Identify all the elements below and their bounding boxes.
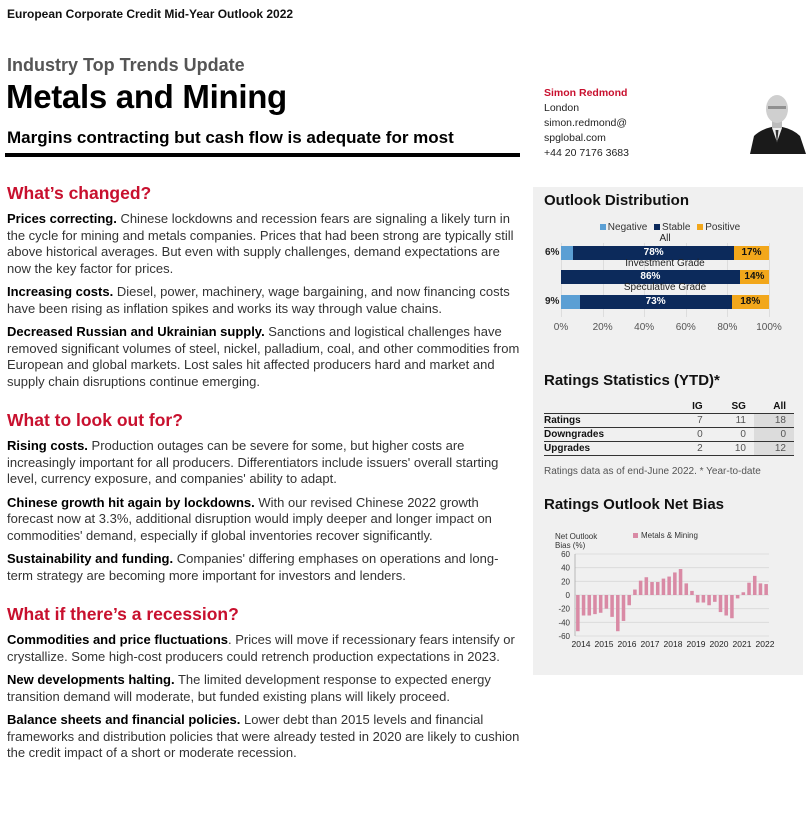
net-bias-bar bbox=[627, 595, 631, 605]
outlook-bar-segment-positive: 17% bbox=[734, 246, 769, 260]
column-header bbox=[544, 401, 675, 414]
net-bias-bar bbox=[650, 582, 654, 595]
net-bias-legend-label: Metals & Mining bbox=[641, 531, 698, 540]
net-bias-bar bbox=[610, 595, 614, 617]
author-name: Simon Redmond bbox=[544, 87, 628, 99]
section-heading: What to look out for? bbox=[7, 410, 183, 430]
legend-label-stable: Stable bbox=[662, 222, 691, 233]
net-bias-x-tick: 2019 bbox=[686, 639, 706, 649]
outlook-x-tick: 60% bbox=[675, 322, 696, 333]
net-bias-x-tick: 2016 bbox=[617, 639, 637, 649]
ratings-note: Ratings data as of end-June 2022. * Year-to-date bbox=[544, 466, 761, 477]
outlook-bar-label-negative: 6% bbox=[545, 247, 560, 258]
author-photo-icon bbox=[748, 92, 806, 154]
section-heading: What if there’s a recession? bbox=[7, 604, 239, 624]
net-bias-bar bbox=[707, 595, 711, 605]
paragraph bbox=[7, 495, 522, 545]
paragraph-text: Sanctions and logistical challenges have removed significant volumes of steel, nickel, palladium, coal, and other commodities from European and global markets. Lost sales hit affected producers hard and market and supply chain disruptions continue emerging. bbox=[7, 324, 520, 389]
legend-label-positive: Positive bbox=[705, 222, 741, 233]
outlook-bar-segment-stable: 73% bbox=[580, 295, 732, 309]
net-bias-legend-swatch bbox=[633, 533, 638, 538]
row-label: Downgrades bbox=[544, 428, 675, 442]
net-bias-bar bbox=[759, 583, 763, 595]
title-divider bbox=[5, 153, 520, 157]
page-subtitle: Margins contracting but cash flow is adequate for most bbox=[7, 128, 454, 147]
row-label: Upgrades bbox=[544, 442, 675, 456]
outlook-x-tick: 100% bbox=[756, 322, 782, 333]
paragraph-lead: Balance sheets and financial policies. bbox=[7, 712, 241, 727]
net-bias-x-tick: 2014 bbox=[571, 639, 591, 649]
cell: 7 bbox=[675, 414, 711, 428]
paragraph-lead: Prices correcting. bbox=[7, 211, 117, 226]
cell: 0 bbox=[754, 428, 794, 442]
net-bias-bar bbox=[645, 577, 649, 595]
net-bias-y-tick: -60 bbox=[558, 632, 570, 641]
outlook-x-tick: 20% bbox=[592, 322, 613, 333]
net-bias-bar bbox=[685, 583, 689, 595]
net-bias-bar bbox=[742, 592, 746, 595]
section-heading: What’s changed? bbox=[7, 183, 152, 203]
net-bias-x-tick: 2017 bbox=[640, 639, 660, 649]
net-bias-bar bbox=[736, 595, 740, 598]
net-bias-bar bbox=[730, 595, 734, 618]
author-photo bbox=[748, 92, 806, 154]
net-bias-bar bbox=[599, 595, 603, 613]
outlook-distribution-title: Outlook Distribution bbox=[544, 192, 689, 209]
cell: 0 bbox=[675, 428, 711, 442]
main-column bbox=[7, 183, 522, 782]
net-bias-bar bbox=[696, 595, 700, 603]
net-bias-bar bbox=[622, 595, 626, 621]
net-bias-bar bbox=[662, 579, 666, 595]
net-bias-bar bbox=[605, 595, 609, 609]
net-bias-bar bbox=[719, 595, 723, 612]
paragraph-text: . Prices will move if recessionary fears intensify or crystallize. Some high-cost producers could retrench production expectations in 2023. bbox=[7, 632, 515, 664]
net-bias-bar bbox=[588, 595, 592, 616]
outlook-category-label: Speculative Grade bbox=[623, 282, 707, 293]
net-bias-bar bbox=[582, 595, 586, 616]
paragraph bbox=[7, 324, 522, 390]
cell: 12 bbox=[754, 442, 794, 456]
outlook-stacked-bar bbox=[561, 295, 769, 309]
paragraph-lead: Sustainability and funding. bbox=[7, 551, 174, 566]
outlook-category-label: Investment Grade bbox=[625, 258, 705, 269]
net-bias-y-tick: 60 bbox=[561, 550, 570, 559]
section-whats-changed bbox=[7, 183, 522, 390]
paragraph-lead: Commodities and price fluctuations bbox=[7, 632, 229, 647]
column-header: IG bbox=[675, 401, 711, 414]
outlook-bar-segment-negative bbox=[561, 295, 580, 309]
section-look-out-for bbox=[7, 410, 522, 584]
net-bias-bar bbox=[713, 595, 717, 602]
net-bias-y-tick: 20 bbox=[561, 577, 570, 587]
author-city: London bbox=[544, 102, 580, 114]
net-bias-x-tick: 2020 bbox=[709, 639, 729, 649]
outlook-x-tick: 80% bbox=[717, 322, 738, 333]
net-bias-y-tick: 40 bbox=[561, 563, 570, 573]
net-bias-y-tick: -20 bbox=[558, 604, 570, 614]
net-bias-bar bbox=[639, 581, 643, 595]
paragraph-text: Lower debt than 2015 levels and financial frameworks and distribution policies that were already tested in 2020 are likely to cushion the credit impact of a short or moderate recession. bbox=[7, 712, 520, 760]
outlook-gridline bbox=[769, 243, 770, 317]
paragraph-text: Chinese lockdowns and recession fears are signaling a likely turn in the cycle for mining and metals companies. Prices that had been strong are typically still above historical averages. But even with supply challenges, demand expectations are now the key factor for prices. bbox=[7, 211, 514, 276]
net-bias-bar bbox=[753, 576, 757, 595]
cell: 10 bbox=[711, 442, 754, 456]
net-bias-x-tick: 2015 bbox=[594, 639, 614, 649]
net-bias-bar bbox=[616, 595, 620, 631]
net-bias-x-tick: 2018 bbox=[663, 639, 683, 649]
paragraph-lead: Chinese growth hit again by lockdowns. bbox=[7, 494, 255, 510]
table-row bbox=[544, 428, 794, 442]
legend-swatch-negative bbox=[600, 224, 606, 230]
ratings-statistics-title: Ratings Statistics (YTD)* bbox=[544, 372, 720, 389]
net-bias-title: Ratings Outlook Net Bias bbox=[544, 496, 725, 513]
net-bias-y-tick: 0 bbox=[565, 591, 570, 600]
net-bias-bar bbox=[690, 591, 694, 595]
author-email[interactable] bbox=[544, 116, 629, 146]
net-bias-bar bbox=[593, 595, 597, 614]
paragraph-text: Diesel, power, machinery, wage bargaining, and now financing costs have been rising as inflation spikes and works its way through value chains. bbox=[7, 284, 510, 316]
outlook-bar-segment-positive: 18% bbox=[732, 295, 769, 309]
paragraph-text: Production outages can be severe for some, but higher costs are increasingly important for all producers. Differentiators include issuers' overall starting level, currency exposure, and companies' ability to adapt. bbox=[7, 438, 499, 486]
legend-label-negative: Negative bbox=[607, 222, 648, 233]
net-bias-bar bbox=[576, 595, 580, 631]
author-phone: +44 20 7176 3683 bbox=[544, 147, 629, 159]
ratings-statistics-table bbox=[544, 401, 794, 456]
author-contact bbox=[544, 86, 629, 161]
outlook-bar-segment-stable: 86% bbox=[561, 270, 740, 284]
publication-title: European Corporate Credit Mid-Year Outlook 2022 bbox=[7, 7, 294, 21]
cell: 0 bbox=[711, 428, 754, 442]
net-bias-bar bbox=[656, 582, 660, 595]
paragraph bbox=[7, 712, 522, 762]
table-header-row bbox=[544, 401, 794, 414]
legend-swatch-stable bbox=[654, 224, 660, 230]
author-email-line2[interactable]: spglobal.com bbox=[544, 132, 606, 144]
author-email-line1[interactable]: simon.redmond@ bbox=[544, 117, 628, 129]
section-recession bbox=[7, 604, 522, 762]
paragraph bbox=[7, 211, 522, 277]
cell: 2 bbox=[675, 442, 711, 456]
report-kicker: Industry Top Trends Update bbox=[7, 55, 245, 75]
outlook-x-tick: 0% bbox=[553, 322, 569, 333]
outlook-legend bbox=[533, 222, 803, 233]
paragraph-text: The limited development response to expected energy transition demand will moderate, but funded existing plans will likely proceed. bbox=[7, 672, 491, 704]
net-bias-x-tick: 2022 bbox=[755, 639, 775, 649]
net-bias-ylabel-line1: Net Outlook bbox=[555, 532, 598, 541]
net-bias-bar bbox=[747, 583, 751, 595]
table-row bbox=[544, 442, 794, 456]
net-bias-bar bbox=[679, 569, 683, 595]
column-header: SG bbox=[711, 401, 754, 414]
net-bias-bar bbox=[633, 590, 637, 595]
net-bias-x-tick: 2021 bbox=[732, 639, 752, 649]
paragraph-text: With our revised Chinese 2022 growth forecast now at 3.3%, additional disruption would imply deeper and longer impact on commodities' demand, especially if global inventories recover significantly. bbox=[7, 494, 492, 543]
net-bias-chart bbox=[533, 522, 803, 652]
outlook-bar-segment-positive: 14% bbox=[740, 270, 769, 284]
net-bias-bar bbox=[764, 584, 768, 595]
paragraph bbox=[7, 632, 522, 665]
net-bias-bar bbox=[673, 572, 677, 595]
paragraph-lead: Rising costs. bbox=[7, 438, 88, 453]
net-bias-bar bbox=[667, 577, 671, 595]
outlook-bar-segment-stable: 78% bbox=[573, 246, 734, 260]
paragraph bbox=[7, 438, 522, 488]
column-header: All bbox=[754, 401, 794, 414]
legend-swatch-positive bbox=[697, 224, 703, 230]
cell: 11 bbox=[711, 414, 754, 428]
paragraph-lead: Decreased Russian and Ukrainian supply. bbox=[7, 324, 265, 339]
paragraph bbox=[7, 284, 522, 317]
paragraph-lead: New developments halting. bbox=[7, 672, 175, 687]
sidebar-panel bbox=[533, 187, 803, 675]
net-bias-y-tick: -40 bbox=[558, 618, 570, 628]
outlook-category-label: All bbox=[659, 233, 671, 244]
page-title: Metals and Mining bbox=[6, 78, 287, 115]
paragraph bbox=[7, 672, 522, 705]
cell: 18 bbox=[754, 414, 794, 428]
paragraph-text: Companies' differing emphases on operations and long-term strategy are becoming more important for investors and lenders. bbox=[7, 551, 499, 583]
net-bias-bar bbox=[702, 595, 706, 603]
outlook-bar-label-negative: 9% bbox=[545, 296, 560, 307]
net-bias-bar bbox=[724, 595, 728, 616]
outlook-x-tick: 40% bbox=[634, 322, 655, 333]
net-bias-ylabel-line2: Bias (%) bbox=[555, 541, 586, 550]
row-label: Ratings bbox=[544, 414, 675, 428]
paragraph-lead: Increasing costs. bbox=[7, 284, 114, 299]
paragraph bbox=[7, 551, 522, 584]
table-row bbox=[544, 414, 794, 428]
